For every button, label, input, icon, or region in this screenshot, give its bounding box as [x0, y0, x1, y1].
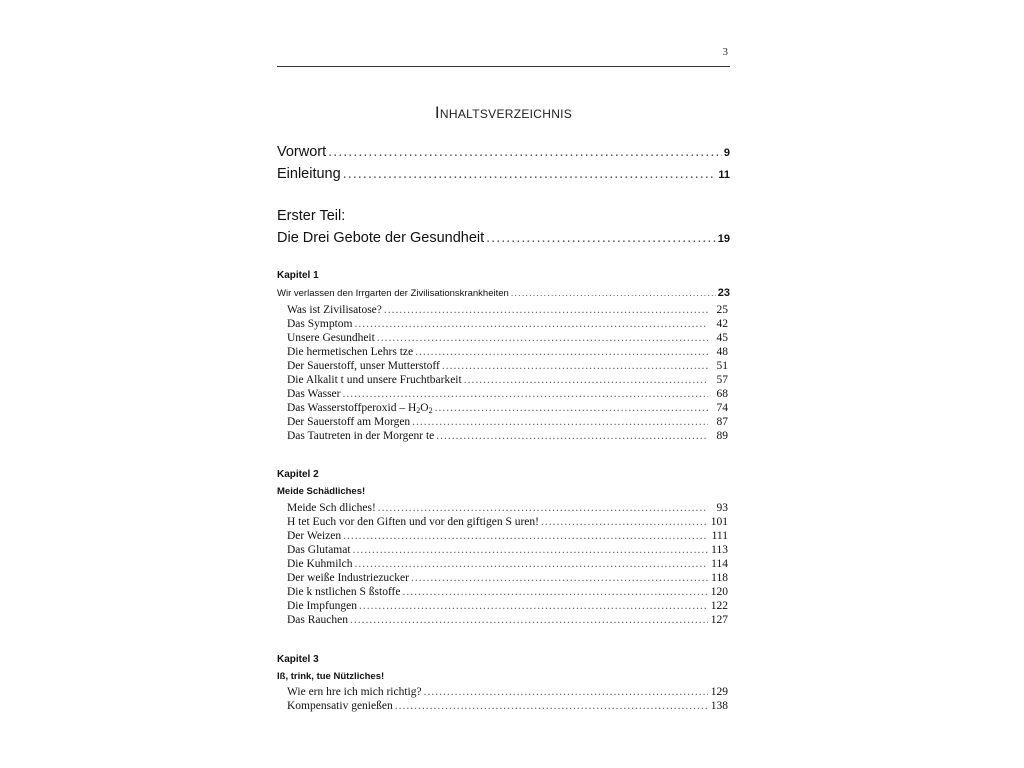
- entry-page: 127: [710, 614, 728, 626]
- leader-dots: [359, 600, 708, 612]
- toc-sub-entry[interactable]: [287, 402, 728, 415]
- toc-sub-entry[interactable]: [287, 502, 728, 514]
- leader-dots: [464, 374, 708, 386]
- entry-page: 129: [710, 686, 728, 698]
- entry-title: Das Symptom: [287, 318, 353, 330]
- entry-page: 101: [710, 516, 728, 528]
- entry-title: Der Sauerstoff, unser Mutterstoff: [287, 360, 440, 372]
- entry-page: 25: [716, 304, 728, 316]
- toc-sub-entry[interactable]: [287, 332, 728, 344]
- toc-sub-entry[interactable]: [287, 572, 728, 584]
- entry-page: 122: [710, 600, 728, 612]
- toc-sub-entry[interactable]: [287, 558, 728, 570]
- entry-page: 23: [717, 287, 730, 299]
- leader-dots: [415, 346, 708, 358]
- leader-dots: [377, 332, 708, 344]
- entry-title: Wie ern hre ich mich richtig?: [287, 686, 422, 698]
- leader-dots: [328, 144, 722, 160]
- entry-title: Der Weizen: [287, 530, 342, 542]
- toc-sub-entry[interactable]: [287, 544, 728, 556]
- header-rule: [277, 66, 730, 67]
- entry-page: 93: [716, 502, 728, 514]
- entry-title: Der Sauerstoff am Morgen: [287, 416, 411, 428]
- toc-sub-entry[interactable]: [287, 374, 728, 386]
- leader-dots: [486, 230, 716, 246]
- leader-dots: [384, 304, 708, 316]
- part-label: Erster Teil:: [277, 208, 346, 224]
- leader-dots: [541, 516, 708, 528]
- book-page: [277, 0, 730, 768]
- toc-sub-entry[interactable]: [287, 360, 728, 372]
- chapter-label: Kapitel 1: [277, 270, 319, 281]
- toc-sub-entry[interactable]: [287, 416, 728, 428]
- leader-dots: [353, 544, 708, 556]
- toc-sub-entry[interactable]: [287, 430, 728, 442]
- toc-sub-entry[interactable]: [287, 586, 728, 598]
- entry-page: 45: [716, 332, 728, 344]
- toc-entry-einleitung[interactable]: [277, 166, 730, 182]
- entry-title: Unsere Gesundheit: [287, 332, 375, 344]
- subscript: 2: [416, 406, 421, 415]
- entry-page: 51: [716, 360, 728, 372]
- entry-title: Meide Sch dliches!: [287, 502, 376, 514]
- chapter-title[interactable]: Iß, trink, tue Nützliches!: [277, 671, 385, 682]
- toc-sub-entry[interactable]: [287, 304, 728, 316]
- leader-dots: [403, 586, 709, 598]
- toc-sub-entry[interactable]: [287, 388, 728, 400]
- entry-page: 9: [723, 147, 730, 159]
- toc-sub-entry[interactable]: [287, 700, 728, 712]
- leader-dots: [378, 502, 708, 514]
- entry-title: Die Impfungen: [287, 600, 357, 612]
- leader-dots: [411, 572, 708, 584]
- toc-sub-entry[interactable]: [287, 614, 728, 626]
- entry-page: 68: [716, 388, 728, 400]
- entry-title: Die k nstlichen S ßstoffe: [287, 586, 401, 598]
- toc-entry-vorwort[interactable]: [277, 144, 730, 160]
- chapter-title[interactable]: Meide Schädliches!: [277, 486, 366, 497]
- entry-page: 138: [710, 700, 728, 712]
- toc-sub-entry[interactable]: [287, 346, 728, 358]
- entry-page: 89: [716, 430, 728, 442]
- chapter-label: Kapitel 2: [277, 469, 319, 480]
- entry-title: Einleitung: [277, 166, 341, 182]
- leader-dots: [442, 360, 708, 372]
- entry-title: Wir verlassen den Irrgarten der Zivilisationskrankheiten: [277, 288, 509, 299]
- leader-dots: [412, 416, 708, 428]
- entry-title: Was ist Zivilisatose?: [287, 304, 382, 316]
- entry-title: Die hermetischen Lehrs tze: [287, 346, 414, 358]
- entry-title: Vorwort: [277, 144, 327, 160]
- entry-title: Das Rauchen: [287, 614, 348, 626]
- entry-page: 113: [711, 544, 728, 556]
- subscript: 2: [428, 406, 433, 415]
- entry-page: 19: [717, 233, 730, 245]
- entry-title: Das Glutamat: [287, 544, 351, 556]
- title-text: O: [420, 402, 429, 414]
- entry-page: 111: [711, 530, 728, 542]
- entry-title: Die Kuhmilch: [287, 558, 353, 570]
- toc-sub-entry[interactable]: [287, 686, 728, 698]
- leader-dots: [350, 614, 708, 626]
- entry-page: 87: [716, 416, 728, 428]
- entry-page: 11: [718, 169, 730, 181]
- leader-dots: [343, 166, 717, 182]
- page-number: 3: [722, 46, 728, 58]
- leader-dots: [424, 686, 708, 698]
- toc-sub-entry[interactable]: [287, 318, 728, 330]
- entry-page: 74: [716, 402, 728, 414]
- title-text: Das Wasserstoffperoxid – H: [287, 402, 417, 414]
- entry-page: 120: [710, 586, 728, 598]
- toc-sub-entry[interactable]: [287, 530, 728, 542]
- chapter-label: Kapitel 3: [277, 654, 319, 665]
- entry-title: Das Tautreten in der Morgenr te: [287, 430, 435, 442]
- toc-sub-entry[interactable]: [287, 600, 728, 612]
- leader-dots: [395, 700, 708, 712]
- leader-dots: [343, 530, 708, 542]
- entry-page: 42: [716, 318, 728, 330]
- entry-page: 48: [716, 346, 728, 358]
- toc-title: Inhaltsverzeichnis: [434, 103, 573, 122]
- leader-dots: [435, 402, 708, 414]
- entry-page: 57: [716, 374, 728, 386]
- entry-page: 114: [711, 558, 728, 570]
- entry-title: [287, 402, 433, 415]
- entry-title: Die Drei Gebote der Gesundheit: [277, 230, 485, 246]
- leader-dots: [342, 388, 708, 400]
- leader-dots: [436, 430, 708, 442]
- entry-title: Kompensativ genießen: [287, 700, 393, 712]
- leader-dots: [355, 318, 709, 330]
- toc-sub-entry[interactable]: [287, 516, 728, 528]
- leader-dots: [354, 558, 708, 570]
- entry-title: Das Wasser: [287, 388, 341, 400]
- leader-dots: [511, 288, 716, 299]
- entry-page: 118: [711, 572, 728, 584]
- toc-entry-part[interactable]: [277, 230, 730, 246]
- chapter-title-entry[interactable]: [277, 287, 730, 299]
- entry-title: H tet Euch vor den Giften und vor den giftigen S uren!: [287, 516, 539, 528]
- entry-title: Die Alkalit t und unsere Fruchtbarkeit: [287, 374, 462, 386]
- entry-title: Der weiße Industriezucker: [287, 572, 409, 584]
